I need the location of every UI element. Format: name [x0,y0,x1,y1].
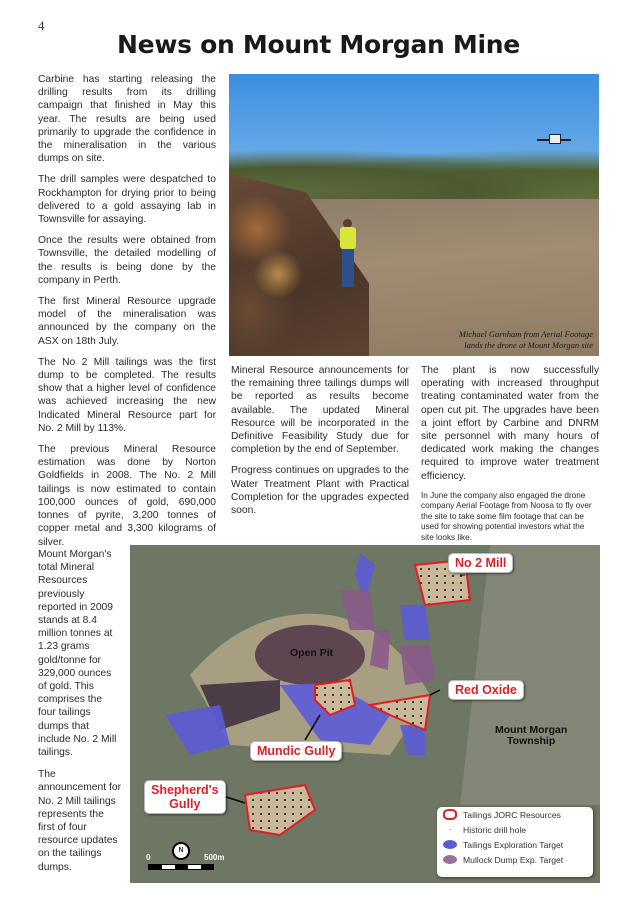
no2-mill-label: No 2 Mill [448,553,513,573]
paragraph: The plant is now successfully operating with increased throughput treating contaminated water from the open cut pit. The upgrades have been a joint effort by Carbine and DNRM site personnel with many hours of dedicated work making the changes required to improve water treatment efficiency. [421,365,599,482]
site-map: Open Pit No 2 Mill Red Oxide Mundic Gully Shepherd's Gully Mount Morgan Township N 0 500m Tailings JORC Resources · Historic drill hole Tailings Exploration Target Mullock Dump Exp. Target [130,545,600,883]
page-title: News on Mount Morgan Mine [117,30,520,59]
paragraph: The drill samples were despatched to Rockhampton for drying prior to being delivered to a gold assaying lab in Townsville for assaying. [38,174,216,226]
paragraph: The No 2 Mill tailings was the first dump to be completed. The results show that a higher level of confidence was achieved increasing the new Indicated Mineral Resource part for No. 2 Mill by 113%. [38,356,216,434]
paragraph: The first Mineral Resource upgrade model of the mineralisation was announced by the company on the ASX on 18th July. [38,296,216,347]
drone-icon [537,134,571,146]
paragraph: Once the results were obtained from Townsville, the detailed modelling of the results is being done by the company in Perth. [38,235,216,286]
sidebar-text [38,548,122,883]
drone-photo [229,74,599,356]
paragraph: The previous Mineral Resource estimation was done by Norton Goldfields in 2008. The No. 2 Mill tailings is now estimated to contain 100,000 ounces of gold, 690,000 tonnes of pyrite, 3,200 tonnes of copper metal and 3,300 kilograms of silver. [38,444,216,548]
open-pit-label: Open Pit [290,647,334,659]
dot-icon: · [448,824,452,834]
shepherds-gully-label: Shepherd's Gully [144,780,226,814]
legend-item: Mullock Dump Exp. Target [437,852,593,867]
map-legend [437,807,593,877]
legend-item: Tailings JORC Resources [437,807,593,822]
article-column-1 [38,73,216,557]
paragraph: The announcement for No. 2 Mill tailings represents the first of four resource updates on the tailings dumps. [38,769,122,873]
page-number: 4 [38,18,45,33]
mundic-gully-label: Mundic Gully [250,741,342,761]
purple-swatch-icon [443,855,457,864]
north-arrow-icon: N [172,842,190,860]
article-column-2 [231,364,409,525]
legend-item: · Historic drill hole [437,822,593,837]
person-figure [337,219,359,289]
paragraph: Mount Morgan's total Mineral Resources previously reported in 2009 stands at 8.4 million tonnes at 1.23 grams gold/tonne for 329,000 ounces of gold. This comprises the four tailings dumps that include No. 2 Mill tailings. [38,549,117,759]
photo-caption: Michael Garnham from Aerial Footage lands the drone at Mount Morgan site [458,329,593,350]
article-column-3 [421,364,599,543]
drone-note: In June the company also engaged the drone company Aerial Footage from Noosa to fly over the site to take some film footage that can be used for showing potential investors what the site looks like. [421,490,592,542]
paragraph: Mineral Resource announcements for the remaining three tailings dumps will be reported as results become available. The updated Mineral Resource will be incorporated in the Definitive Feasibility Study due for completion by the end of September. [231,365,409,456]
red-outline-icon [443,809,457,820]
red-oxide-label: Red Oxide [448,680,524,700]
paragraph: Carbine has starting releasing the drilling results from its drilling campaign that finished in May this year. The results are being used primarily to upgrade the confidence in the mineralisation in the various dumps on site. [38,74,216,165]
blue-swatch-icon [443,840,457,849]
legend-item: Tailings Exploration Target [437,837,593,852]
paragraph: Progress continues on upgrades to the Water Treatment Plant with Practical Completion for the upgrades expected soon. [231,465,409,517]
township-label: Mount Morgan Township [495,724,568,747]
